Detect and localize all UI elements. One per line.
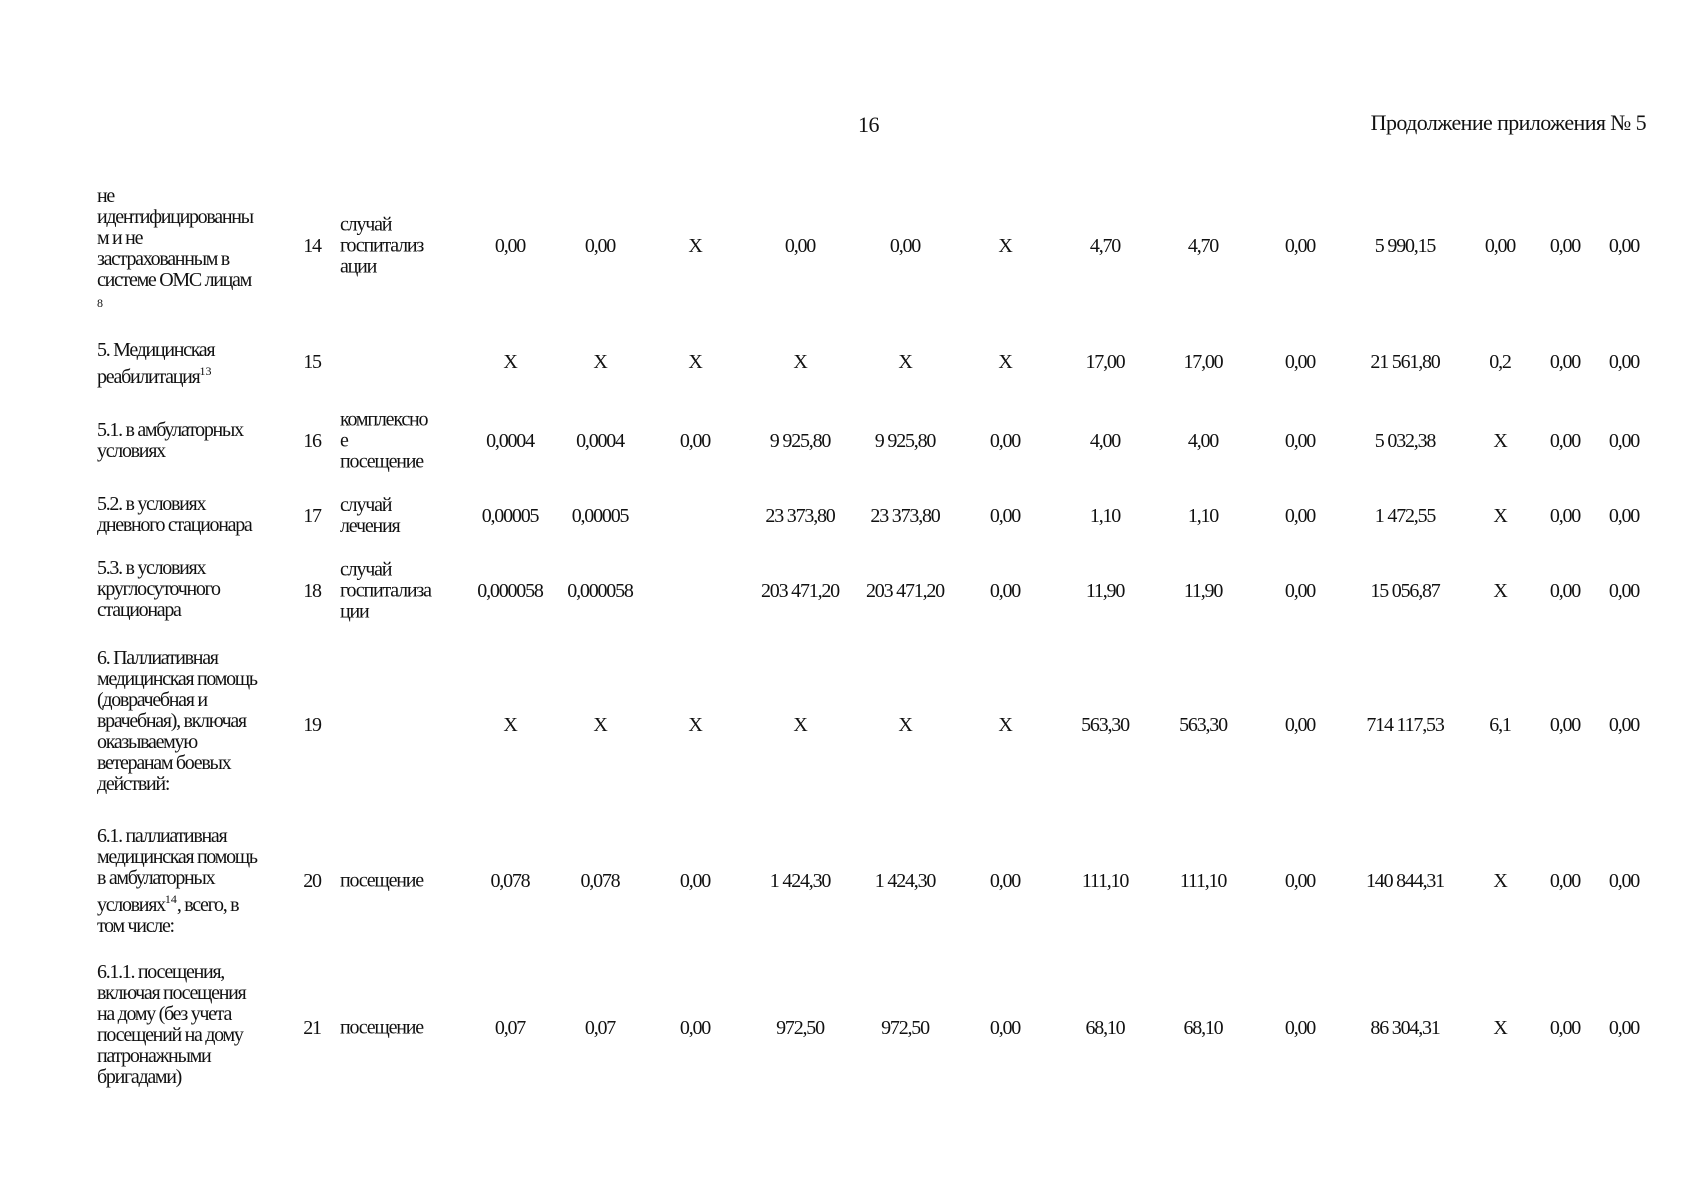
value-cell: X [688,235,702,257]
row-name: 6.1. паллиативная медицинская помощь в амбулаторных условиях$^{14}$, всего, в том числе: [97,825,257,937]
value-cell: 0,00 [1608,1017,1640,1039]
page-number: 16 [858,112,879,137]
value-cell: 4,00 [1089,430,1121,452]
value-cell: 1 424,30 [769,870,831,892]
value-cell: 0,00 [1284,430,1316,452]
row-name: 6. Паллиативная медицинская помощь (доврачебная и врачебная), включая оказываемую ветеранам боевых действий: [97,647,257,795]
table-row [0,339,1698,388]
value-cell: 15 056,87 [1370,580,1440,602]
value-cell: X [1493,580,1507,602]
value-cell: X [1493,870,1507,892]
value-cell: 203 471,20 [865,580,944,602]
value-cell: 86 304,31 [1370,1017,1440,1039]
table-row [0,826,1698,936]
table-row [0,648,1698,802]
value-cell: 4,70 [1089,235,1121,257]
value-cell: X [1493,1017,1507,1039]
value-cell: 0,00 [1608,351,1640,373]
value-cell: 0,00 [1608,235,1640,257]
row-unit: случай госпитализа ции [340,558,431,623]
value-cell: 17,00 [1085,351,1125,373]
value-cell: 0,07 [494,1017,526,1039]
value-cell: 0,00 [1284,580,1316,602]
row-number: 17 [303,505,321,527]
value-cell: 11,90 [1085,580,1125,602]
value-cell: 111,10 [1081,870,1129,892]
value-cell: X [503,351,517,373]
row-unit: случай лечения [340,494,400,537]
value-cell: 111,10 [1179,870,1227,892]
value-cell: 0,00 [1484,235,1516,257]
value-cell: 0,00 [989,1017,1021,1039]
table-row [0,494,1698,538]
value-cell: 0,00 [989,580,1021,602]
value-cell: 5 032,38 [1374,430,1436,452]
value-cell: 0,0004 [576,430,624,452]
value-cell: 0,00005 [481,505,539,527]
value-cell: 4,00 [1187,430,1219,452]
value-cell: 0,00 [1608,430,1640,452]
value-cell: 23 373,80 [870,505,940,527]
value-cell: X [898,351,912,373]
value-cell: 0,00 [584,235,616,257]
value-cell: 0,078 [580,870,620,892]
table-row [0,185,1698,310]
value-cell: 563,30 [1179,714,1227,736]
value-cell: X [793,351,807,373]
value-cell: 0,00 [679,870,711,892]
table-row [0,558,1698,624]
value-cell: 0,00 [1549,351,1581,373]
value-cell: 0,00 [1549,714,1581,736]
value-cell: 0,000058 [477,580,543,602]
row-unit: посещение [340,1016,423,1039]
value-cell: 68,10 [1183,1017,1223,1039]
value-cell: X [593,714,607,736]
value-cell: X [1493,505,1507,527]
value-cell: 4,70 [1187,235,1219,257]
value-cell: X [688,351,702,373]
value-cell: 140 844,31 [1365,870,1444,892]
value-cell: 6,1 [1489,714,1511,736]
value-cell: 0,2 [1489,351,1511,373]
value-cell: 0,00 [1284,235,1316,257]
value-cell: 0,00 [1284,714,1316,736]
row-number: 16 [303,430,321,452]
row-number: 18 [303,580,321,602]
value-cell: X [503,714,517,736]
value-cell: 68,10 [1085,1017,1125,1039]
value-cell: 0,00 [1284,505,1316,527]
value-cell: X [793,714,807,736]
table-row [0,408,1698,474]
value-cell: 714 117,53 [1366,714,1444,736]
value-cell: 0,00 [1608,714,1640,736]
row-name: 5.3. в условиях круглосуточного стационара [97,557,220,621]
value-cell: 0,00 [889,235,921,257]
value-cell: 0,00 [494,235,526,257]
value-cell: 0,00 [1549,235,1581,257]
value-cell: 0,00 [1284,351,1316,373]
value-cell: X [998,235,1012,257]
value-cell: 0,0004 [486,430,534,452]
value-cell: 1,10 [1089,505,1121,527]
value-cell: 0,00 [1284,870,1316,892]
continuation-header: Продолжение приложения № 5 [1370,110,1646,135]
value-cell: 11,90 [1183,580,1223,602]
value-cell: 0,00 [1549,505,1581,527]
value-cell: 0,00 [1608,580,1640,602]
value-cell: 0,00 [1608,505,1640,527]
row-name: 5.1. в амбулаторных условиях [97,419,243,462]
value-cell: 0,000058 [567,580,633,602]
value-cell: 17,00 [1183,351,1223,373]
value-cell: 0,00005 [571,505,629,527]
value-cell: 0,00 [1549,1017,1581,1039]
value-cell: 563,30 [1081,714,1129,736]
value-cell: 0,00 [679,1017,711,1039]
value-cell: 0,078 [490,870,530,892]
value-cell: 23 373,80 [765,505,835,527]
value-cell: X [998,351,1012,373]
row-number: 19 [303,714,321,736]
value-cell: X [898,714,912,736]
value-cell: 0,00 [1549,870,1581,892]
row-name: не идентифицированны м и не застрахованным в системе ОМС лицам 8 [97,185,253,310]
row-number: 15 [303,351,321,373]
value-cell: 1,10 [1187,505,1219,527]
row-unit: посещение [340,869,423,892]
value-cell: 0,00 [1549,430,1581,452]
value-cell: 0,00 [989,505,1021,527]
value-cell: 9 925,80 [874,430,936,452]
value-cell: 0,07 [584,1017,616,1039]
row-name: 5.2. в условиях дневного стационара [97,493,252,536]
value-cell: 1 424,30 [874,870,936,892]
value-cell: 0,00 [989,430,1021,452]
row-unit: комплексно е посещение [340,408,428,473]
value-cell: 203 471,20 [760,580,839,602]
row-number: 14 [303,235,321,257]
value-cell: 0,00 [1549,580,1581,602]
table-row [0,962,1698,1094]
value-cell: 0,00 [679,430,711,452]
value-cell: 1 472,55 [1374,505,1436,527]
value-cell: 9 925,80 [769,430,831,452]
value-cell: 5 990,15 [1374,235,1436,257]
row-number: 20 [303,870,321,892]
value-cell: X [688,714,702,736]
value-cell: 0,00 [784,235,816,257]
value-cell: X [1493,430,1507,452]
value-cell: 972,50 [881,1017,929,1039]
row-number: 21 [303,1017,321,1039]
value-cell: 0,00 [1284,1017,1316,1039]
value-cell: 21 561,80 [1370,351,1440,373]
value-cell: 972,50 [776,1017,824,1039]
value-cell: 0,00 [989,870,1021,892]
row-name: 5. Медицинская реабилитация$^{13}$ [97,339,215,388]
row-name: 6.1.1. посещения, включая посещения на дому (без учета посещений на дому патронажными бригадами) [97,961,246,1088]
value-cell: X [593,351,607,373]
value-cell: 0,00 [1608,870,1640,892]
row-unit: случай госпитализ ации [340,213,424,278]
value-cell: X [998,714,1012,736]
